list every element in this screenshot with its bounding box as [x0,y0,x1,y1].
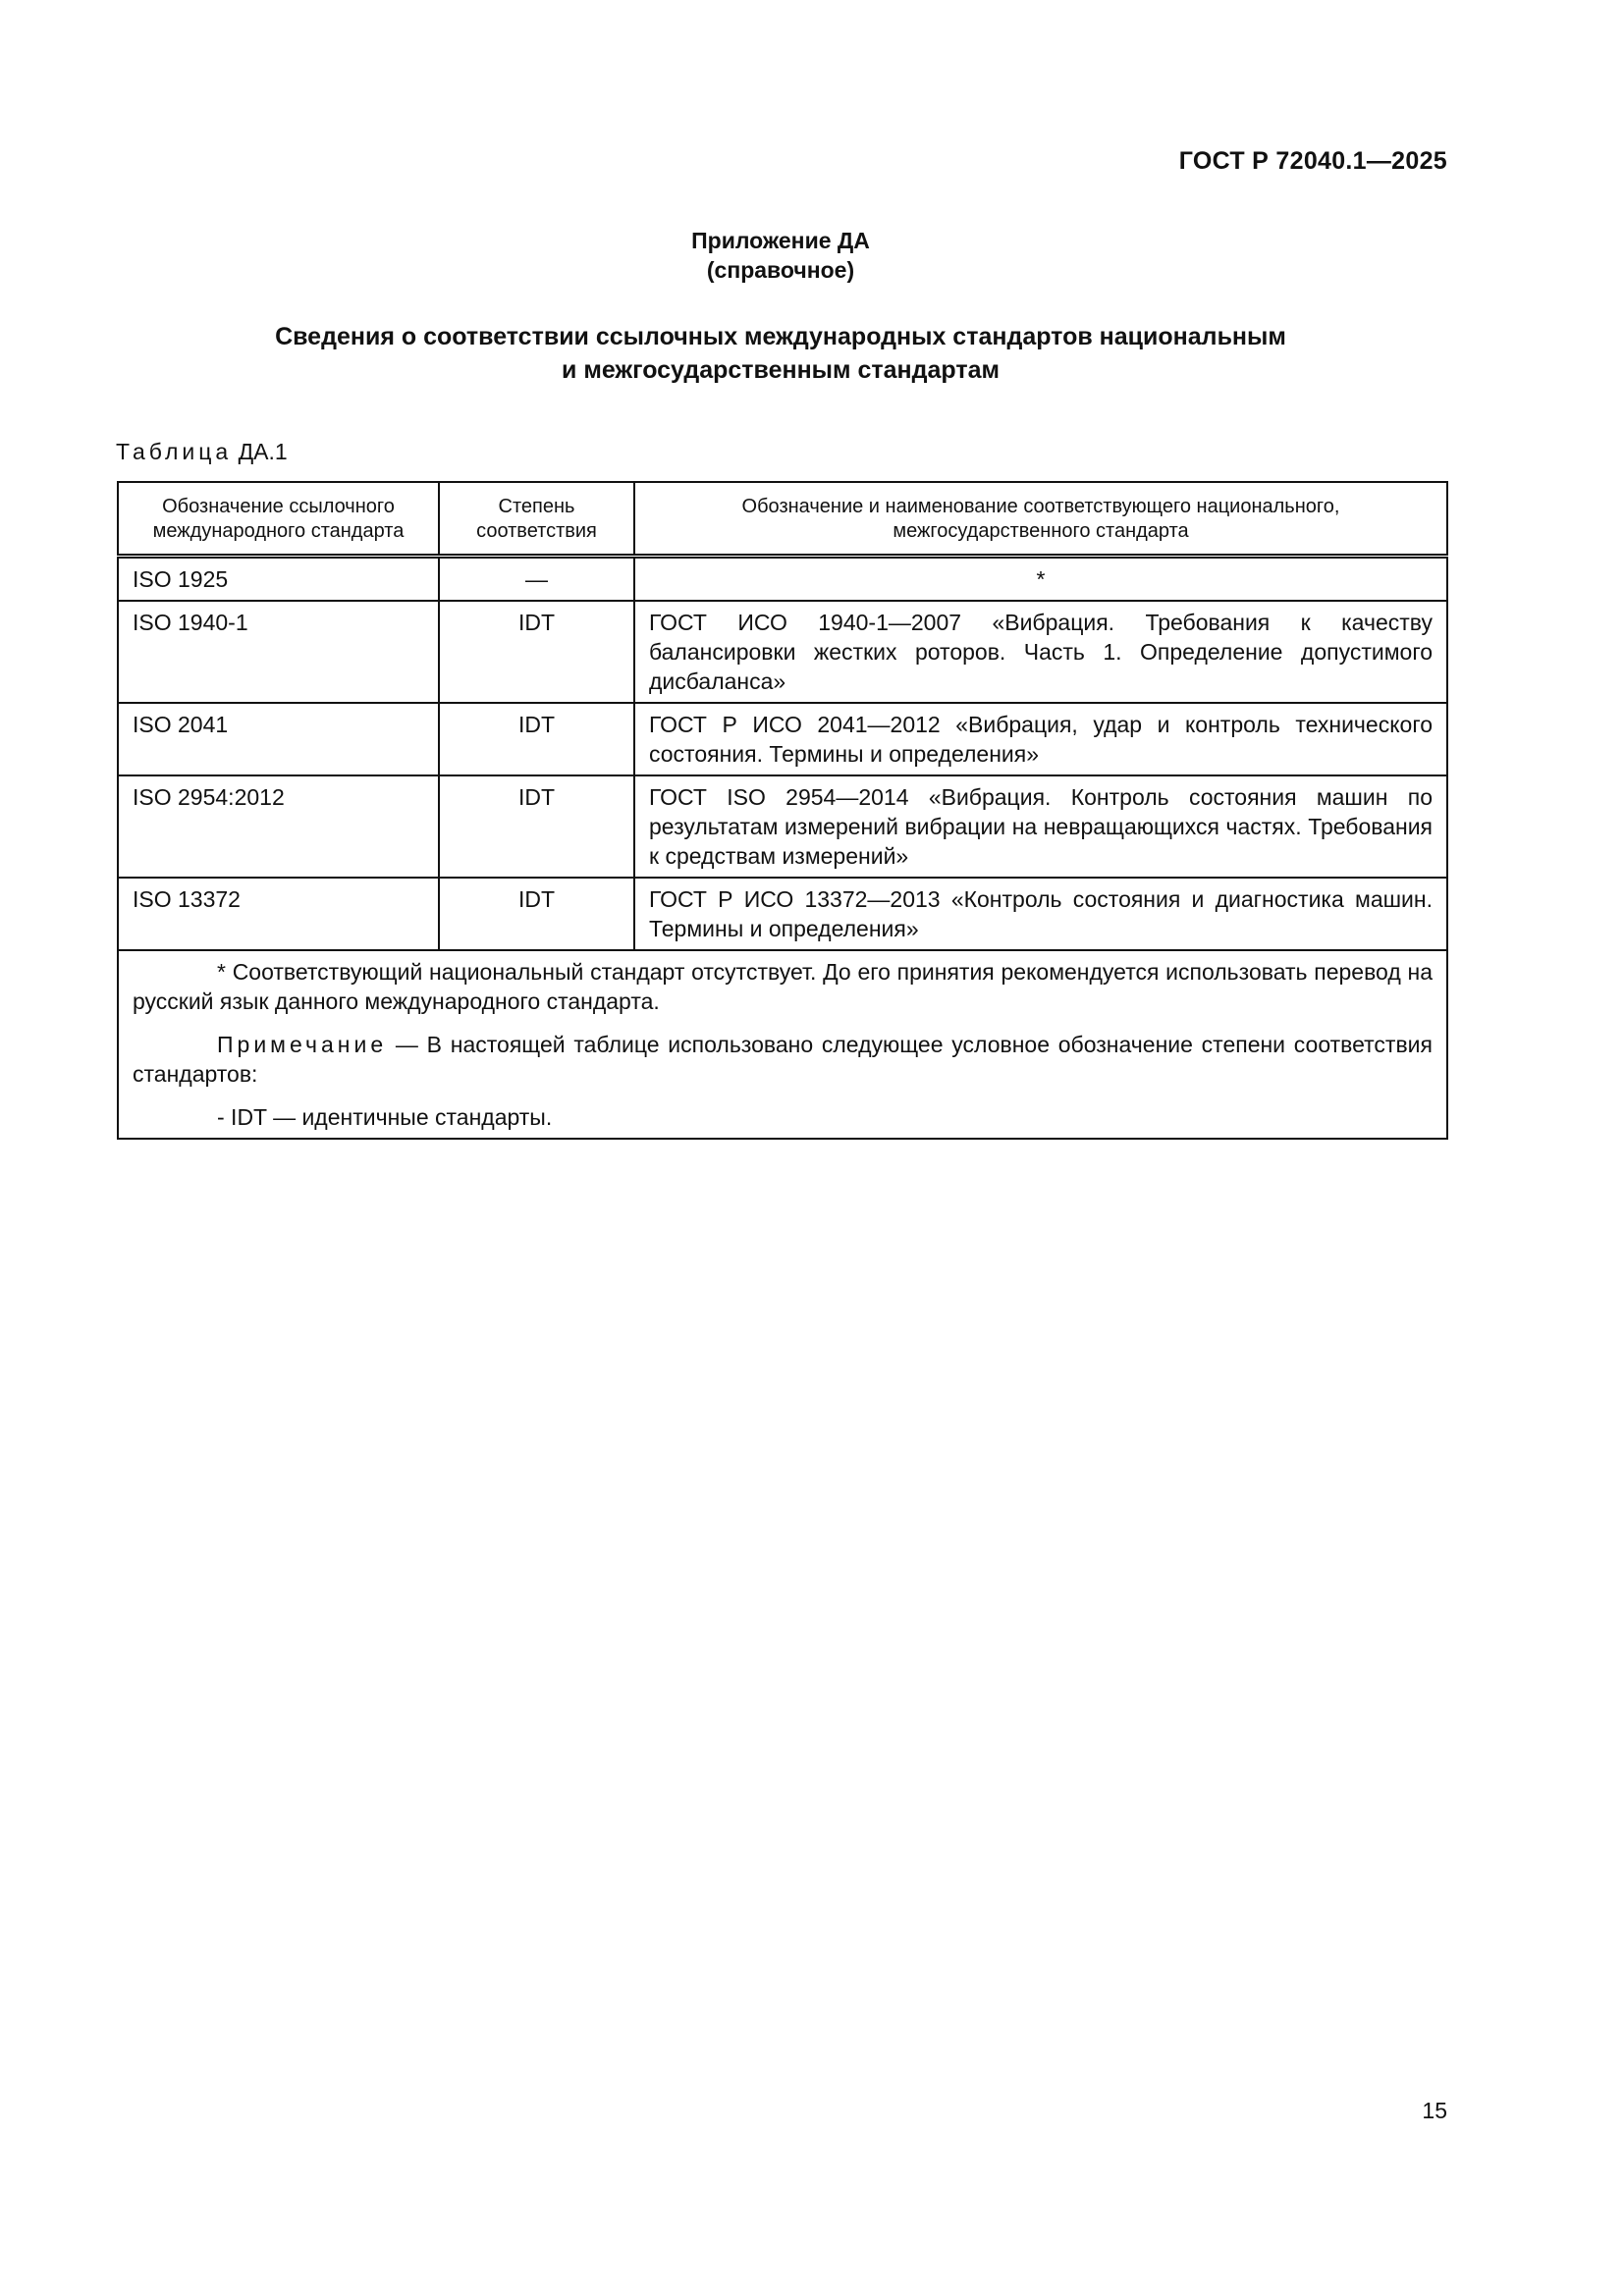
cell-national-standard: ГОСТ Р ИСО 2041—2012 «Вибрация, удар и контроль технического состояния. Термины и определения» [634,703,1447,775]
page-number: 15 [1422,2098,1447,2123]
header-national-standard: Обозначение и наименование соответствующего национального, межгосударственного стандарта [634,482,1447,557]
table-row [118,703,1447,775]
cell-intl-standard: ISO 2954:2012 [118,775,439,878]
correspondence-table [117,481,1448,1140]
table-note [133,1030,1433,1089]
note-text: — В настоящей таблице использовано следующее условное обозначение степени соответствия стандартов: [133,1032,1433,1087]
cell-degree: — [439,557,634,602]
cell-degree: IDT [439,601,634,703]
cell-degree: IDT [439,775,634,878]
section-title-line-2: и межгосударственным стандартам [562,356,1000,384]
cell-national-standard: ГОСТ Р ИСО 13372—2013 «Контроль состояния и диагностика машин. Термины и определения» [634,878,1447,950]
cell-degree: IDT [439,703,634,775]
annex-title: Приложение ДА [691,228,870,253]
note-label: Примечание [217,1032,388,1057]
table-row [118,601,1447,703]
cell-national-standard: * [634,557,1447,602]
annex-heading [0,226,1561,285]
header-intl-standard: Обозначение ссылочного международного стандарта [118,482,439,557]
table-row [118,878,1447,950]
document-code: ГОСТ Р 72040.1—2025 [1178,147,1447,175]
cell-intl-standard: ISO 1925 [118,557,439,602]
table-row [118,557,1447,602]
table-caption-number: ДА.1 [238,439,288,464]
note-list-item: - IDT — идентичные стандарты. [217,1104,553,1130]
section-title-line-1: Сведения о соответствии ссылочных международных стандартов национальным [275,323,1286,350]
cell-intl-standard: ISO 2041 [118,703,439,775]
header-degree: Степень соответствия [439,482,634,557]
cell-national-standard: ГОСТ ИСО 1940-1—2007 «Вибрация. Требования к качеству балансировки жестких роторов. Часть 1. Определение допустимого дисбаланса» [634,601,1447,703]
cell-intl-standard: ISO 1940-1 [118,601,439,703]
cell-national-standard: ГОСТ ISO 2954—2014 «Вибрация. Контроль состояния машин по результатам измерений вибрации на невращающихся частях. Требования к средствам измерений» [634,775,1447,878]
table-footer-row [118,950,1447,1139]
cell-intl-standard: ISO 13372 [118,878,439,950]
table-caption-word: Таблица [116,439,233,464]
table-footer [118,950,1447,1139]
section-title [0,320,1561,387]
cell-degree: IDT [439,878,634,950]
annex-subtitle: (справочное) [706,257,855,283]
table-caption [116,439,288,465]
table-row [118,775,1447,878]
table-header-row [118,482,1447,557]
table-footnote: * Соответствующий национальный стандарт отсутствует. До его принятия рекомендуется использовать перевод на русский язык данного международного стандарта. [133,959,1433,1014]
